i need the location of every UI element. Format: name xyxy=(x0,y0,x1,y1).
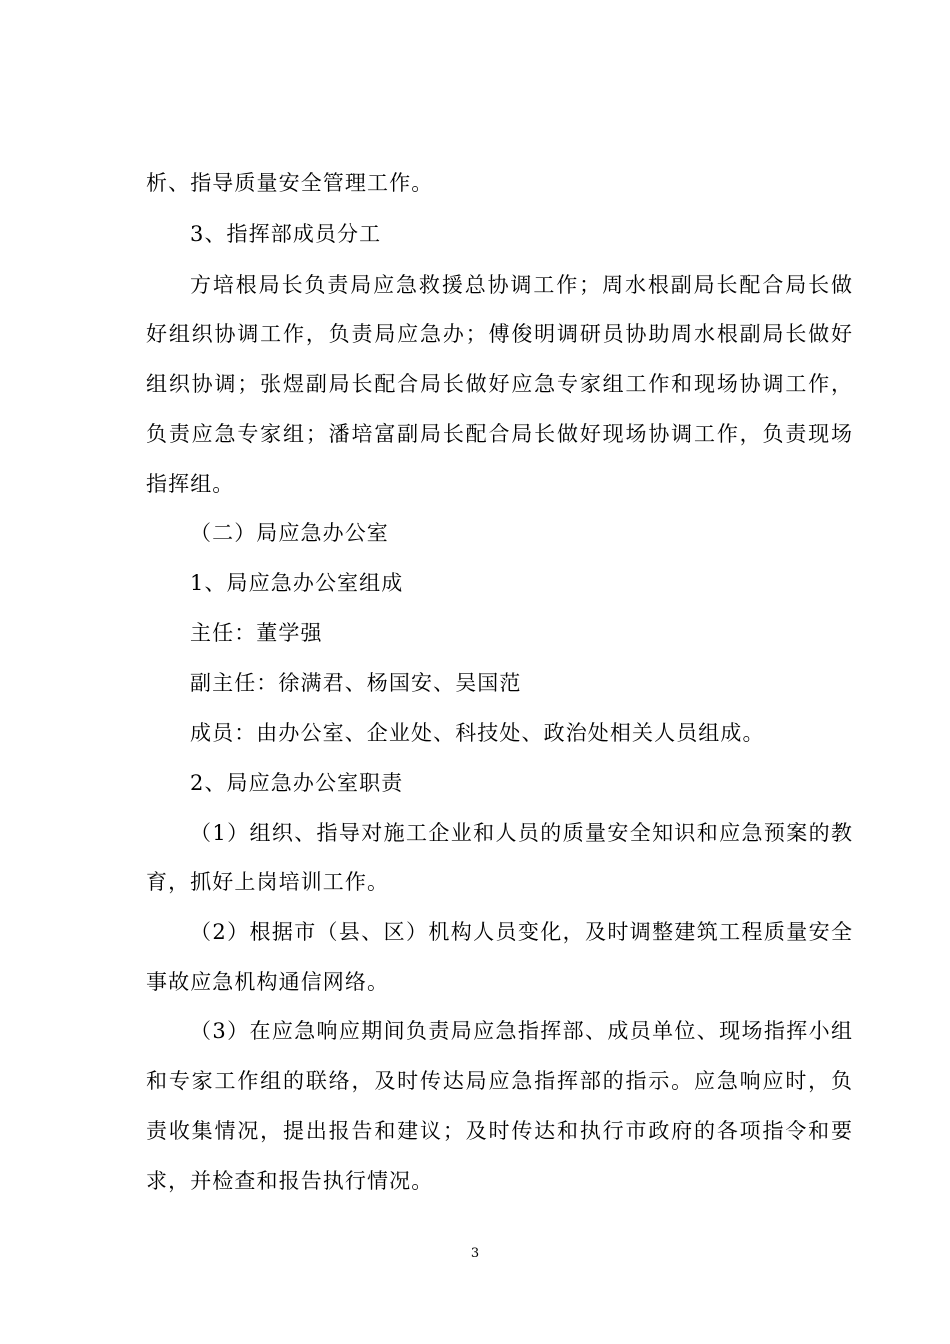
text-line: 育，抓好上岗培训工作。 xyxy=(146,870,390,894)
text-line: 责收集情况，提出报告和建议；及时传达和执行市政府的各项指令和要 xyxy=(146,1119,852,1143)
text-line: （2）根据市（县、区）机构人员变化，及时调整建筑工程质量安全 xyxy=(190,920,852,944)
section-heading: 2、局应急办公室职责 xyxy=(190,771,404,795)
text-line: （1）组织、指导对施工企业和人员的质量安全知识和应急预案的教 xyxy=(190,821,852,845)
text-line: 主任：董学强 xyxy=(190,621,323,645)
text-line: 负责应急专家组；潘培富副局长配合局长做好现场协调工作，负责现场 xyxy=(146,422,852,446)
section-heading: 3、指挥部成员分工 xyxy=(190,222,382,246)
text-line: 副主任：徐满君、杨国安、吴国范 xyxy=(190,671,522,695)
text-line: 方培根局长负责局应急救援总协调工作；周水根副局长配合局长做 xyxy=(190,273,852,297)
text-line: （3）在应急响应期间负责局应急指挥部、成员单位、现场指挥小组 xyxy=(190,1019,852,1043)
page-number: 3 xyxy=(470,1246,480,1261)
text-line: 求，并检查和报告执行情况。 xyxy=(146,1169,434,1193)
text-line: 析、指导质量安全管理工作。 xyxy=(146,171,434,195)
section-heading: （二）局应急办公室 xyxy=(190,521,389,545)
text-line: 组织协调；张煜副局长配合局长做好应急专家组工作和现场协调工作， xyxy=(146,372,852,396)
text-line: 事故应急机构通信网络。 xyxy=(146,970,390,994)
text-line: 和专家工作组的联络，及时传达局应急指挥部的指示。应急响应时，负 xyxy=(146,1069,852,1093)
text-line: 好组织协调工作，负责局应急办；傅俊明调研员协助周水根副局长做好 xyxy=(146,322,852,346)
section-heading: 1、局应急办公室组成 xyxy=(190,571,404,595)
text-line: 成员：由办公室、企业处、科技处、政治处相关人员组成。 xyxy=(190,721,765,745)
text-line: 指挥组。 xyxy=(146,472,235,496)
